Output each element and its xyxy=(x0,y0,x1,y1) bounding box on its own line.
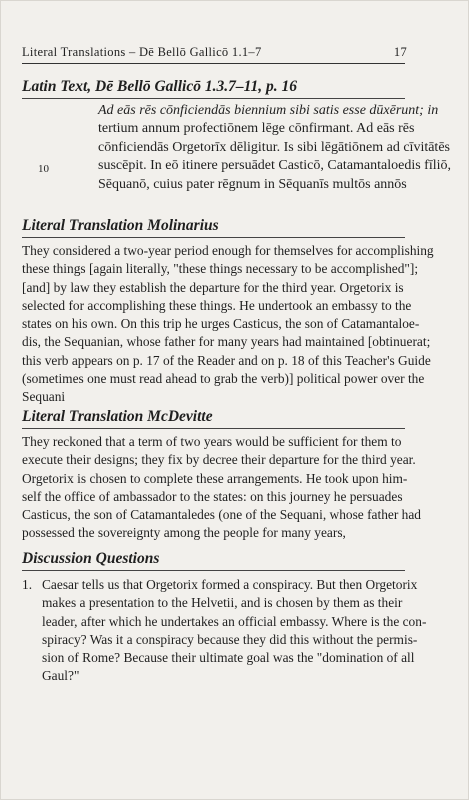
latin-line: Sēquanō, cuius pater rēgnum in Sēquanīs multōs annōs xyxy=(98,176,407,192)
latin-line: tertium annum profectiōnem lēge cōnfirmant. Ad eās rēs xyxy=(98,121,415,137)
paragraph-line: this verb appears on p. 17 of the Reader and on p. 18 of this Teacher's Guide xyxy=(22,352,431,368)
discussion-list xyxy=(22,576,427,686)
paragraph-line: these things [again literally, "these things necessary to be accomplished"]; xyxy=(22,261,419,277)
paragraph-line: [and] by law they establish the departure for the third year. Orgetorix is xyxy=(22,279,404,295)
mcdevitte-translation xyxy=(22,433,421,543)
latin-text-heading: Latin Text, Dē Bellō Gallicō 1.3.7–11, p. 16 xyxy=(22,78,405,99)
latin-line: suscēpit. In eō itinere persuādet Casticō, Catamantaloedis fīliō, xyxy=(98,158,452,174)
list-item xyxy=(22,576,427,686)
page-number: 17 xyxy=(393,45,407,59)
list-item-body xyxy=(42,576,427,686)
list-item-number: 1. xyxy=(22,577,33,592)
paragraph-line: spiracy? Was it a conspiracy because they did this without the permis- xyxy=(42,631,418,647)
molinarius-translation xyxy=(22,242,434,407)
paragraph-line: sion of Rome? Because their ultimate goal was the "domination of all xyxy=(42,650,415,666)
running-title: Literal Translations – Dē Bellō Gallicō 1.1–7 xyxy=(22,45,262,59)
paragraph-line: makes a presentation to the Helvetii, and is chosen by them as their xyxy=(42,595,403,611)
paragraph-line: They considered a two-year period enough for themselves for accomplishing xyxy=(22,243,434,258)
paragraph-line: selected for accomplishing these things. He undertook an embassy to the xyxy=(22,297,412,313)
latin-text-block xyxy=(98,102,452,194)
molinarius-heading: Literal Translation Molinarius xyxy=(22,217,405,238)
paragraph-line: Sequani xyxy=(22,389,66,405)
paragraph-line: Orgetorix is chosen to complete these arrangements. He took upon him- xyxy=(22,470,408,486)
paragraph-line: states on his own. On this trip he urges Casticus, the son of Catamantaloe- xyxy=(22,316,420,332)
paragraph-line: dis, the Sequanian, whose father for many years had maintained [obtinuerat; xyxy=(22,334,431,350)
latin-line xyxy=(98,102,439,120)
paragraph-line: execute their designs; they fix by decree their departure for the third year. xyxy=(22,452,416,468)
paragraph-line: They reckoned that a term of two years would be sufficient for them to xyxy=(22,434,402,449)
paragraph-line: possessed the sovereignty among the people for many years, xyxy=(22,525,346,541)
paragraph-line: leader, after which he undertakes an official embassy. Where is the con- xyxy=(42,613,427,629)
latin-line-text: Ad eās rēs cōnficiendās biennium sibi satis esse dūxērunt; in xyxy=(98,103,439,118)
paragraph-line: (sometimes one must read ahead to grab the verb)] political power over the xyxy=(22,371,425,387)
discussion-heading: Discussion Questions xyxy=(22,550,405,571)
running-header xyxy=(22,45,405,64)
paragraph-line: Caesar tells us that Orgetorix formed a conspiracy. But then Orgetorix xyxy=(42,577,418,592)
latin-line: cōnficiendās Orgetorīx dēligitur. Is sibi lēgātiōnem ad cīvitātēs xyxy=(98,139,450,155)
line-number: 10 xyxy=(38,163,49,175)
mcdevitte-heading: Literal Translation McDevitte xyxy=(22,408,405,429)
paragraph-line: self the office of ambassador to the states: on this journey he persuades xyxy=(22,488,403,504)
paragraph-line: Gaul?" xyxy=(42,668,80,684)
paragraph-line: Casticus, the son of Catamantaledes (one of the Sequani, whose father had xyxy=(22,507,421,523)
